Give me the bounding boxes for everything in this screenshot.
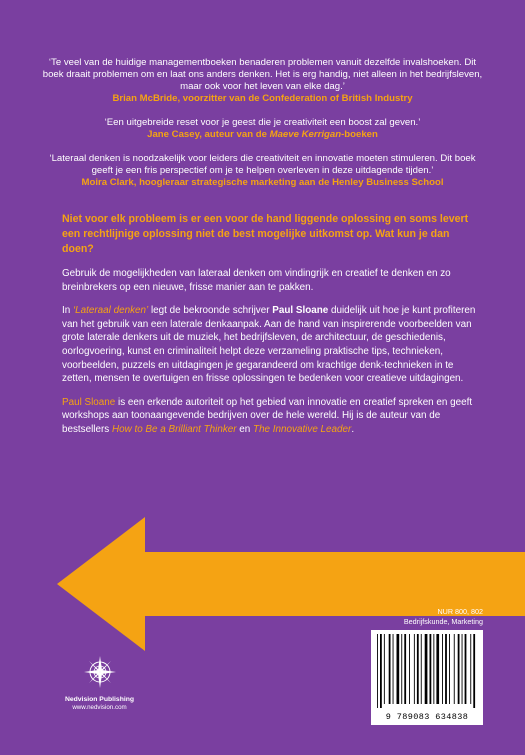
quote-author-series: Maeve Kerrigan [269, 129, 342, 140]
paragraph-3 [62, 396, 482, 437]
quote-3 [40, 153, 485, 189]
barcode-bar [380, 634, 382, 708]
paragraph-2 [62, 304, 482, 386]
barcode-bar [473, 634, 475, 708]
text-span: legt de bekroonde schrijver [148, 305, 273, 317]
bestseller-title-1: How to Be a Brilliant Thinker [111, 423, 237, 435]
barcode-bar [436, 634, 439, 704]
quote-author: Brian McBride, voorzitter van de Confederation of British Industry [112, 93, 413, 104]
barcode-bar [465, 634, 467, 704]
quote-text: ‘Lateraal denken is noodzakelijk voor leiders die creativiteit en innovatie moeten stimuleren. Dit boek geeft je een fris perspectief om je te helpen overleven in deze uitdagende tijden.’ [49, 153, 476, 176]
barcode-bar [425, 634, 428, 704]
author-name: Paul Sloane [272, 305, 329, 317]
barcode-bar [417, 634, 419, 704]
barcode-bar [442, 634, 443, 704]
barcode-bar [454, 634, 455, 704]
barcode-bar [389, 634, 391, 704]
barcode-bar [445, 634, 447, 704]
book-title: ‘Lateraal denken’ [72, 305, 149, 317]
quote-text: ‘Een uitgebreide reset voor je geest die je creativiteit een boost zal geven.’ [104, 117, 421, 128]
barcode-bar [393, 634, 394, 704]
text-span: In [62, 305, 73, 317]
barcode-bar [433, 634, 434, 704]
author-name: Paul Sloane [62, 396, 116, 408]
barcode-bar [462, 634, 463, 704]
paragraph-1: Gebruik de mogelijkheden van lateraal denken om vindingrijk en creatief te denken en zo breinbrekers op een nieuwe, frisse manier aan te pakken. [62, 268, 451, 293]
publisher-name: Nedvision Publishing [64, 696, 135, 703]
barcode-bar [458, 634, 460, 704]
quotes-section [40, 57, 485, 201]
blurb [62, 212, 482, 447]
nur-categories: Bedrijfskunde, Marketing [403, 616, 483, 626]
lead-paragraph: Niet voor elk probleem is er een voor de hand liggende oplossing en soms levert een rechtlijnige oplossing niet de best mogelijke uitkomst op. Wat kun je dan doen? [62, 213, 469, 255]
text-span: en [236, 423, 254, 435]
barcode-bars [371, 634, 483, 714]
quote-author: Moira Clark, hoogleraar strategische marketing aan de Henley Business School [81, 177, 444, 188]
text-span: duidelijk uit hoe je kunt profiteren van het gebruik van een laterale denkaanpak. Aan de hand van inspirerende voorbeelden van grote laterale denkers uit de muziek, het bedrijfsleven, de architectuur, de geschiedenis, oorlogvoering, kunst en criminaliteit helpt deze verzameling praktische tips, technieken, voorbeelden, puzzels en uitdagingen je gegarandeerd om krachtige denk-technieken in te zetten, mensen te overtuigen en frisse oplossingen te bedenken voor creatieve uitdagingen. [62, 305, 476, 385]
quote-author-suffix: -boeken [341, 129, 378, 140]
quote-author [40, 129, 485, 141]
barcode-bar [470, 634, 471, 704]
barcode-bar [401, 634, 402, 704]
isbn-barcode [371, 630, 483, 725]
compass-rose-icon [83, 655, 117, 689]
nur-codes: NUR 800, 802 [437, 607, 483, 616]
text-span: is een erkende autoriteit op het gebied van innovatie en creatief spreken en geeft workshops aan toonaangevende bedrijven over de hele wereld. Hij is de auteur van de bestsellers [62, 396, 473, 435]
nur-info [404, 607, 483, 626]
isbn-digits: 9 789083 634838 [385, 712, 469, 722]
barcode-bar [397, 634, 400, 704]
quote-author-prefix: Jane Casey, auteur van de [147, 129, 270, 140]
quote-2 [40, 117, 485, 141]
barcode-bar [430, 634, 432, 704]
publisher-block [62, 655, 137, 711]
publisher-url: www.nedvision.com [72, 704, 127, 711]
barcode-bar [449, 634, 450, 704]
barcode-bar [404, 634, 406, 704]
barcode-bar [421, 634, 422, 704]
text-span: . [351, 423, 355, 435]
bestseller-title-2: The Innovative Leader [253, 423, 352, 435]
barcode-bar [384, 634, 385, 704]
quote-1 [40, 57, 485, 105]
barcode-bar [409, 634, 410, 704]
barcode-bar [377, 634, 378, 708]
barcode-bar [414, 634, 415, 704]
quote-text: ‘Te veel van de huidige managementboeken benaderen problemen vanuit dezelfde invalshoeken. Dit boek draait problemen om en laat ons anders denken. Het is erg handig, niet alleen in het bedrijfsleven, maar ook voor het leven van elke dag.’ [42, 57, 483, 92]
